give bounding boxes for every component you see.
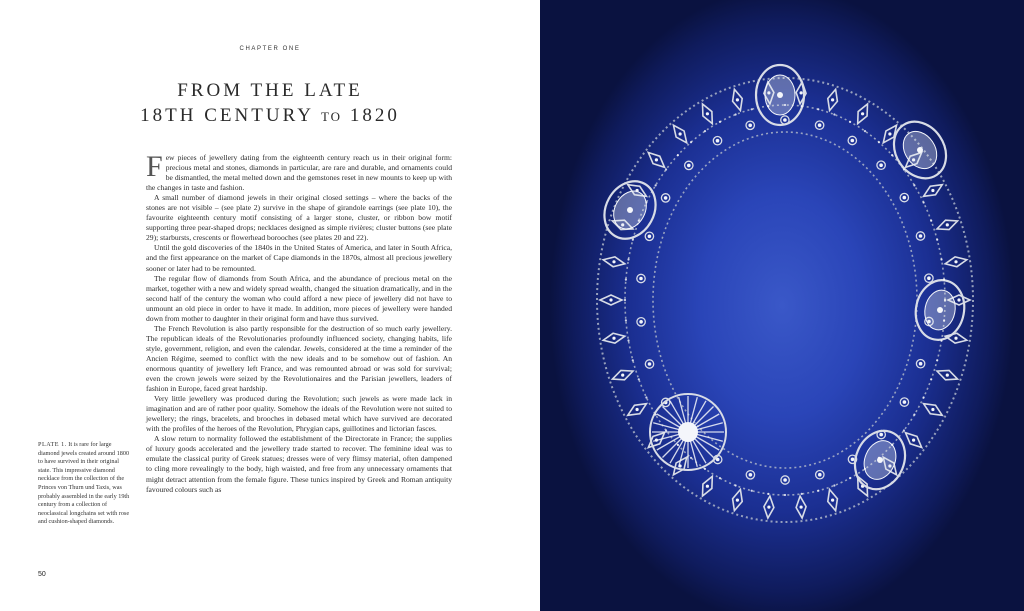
caption-label: PLATE 1.: [38, 441, 67, 448]
body-paragraph: [146, 150, 452, 193]
body-paragraph: Until the gold discoveries of the 1840s in the United States of America, and later in South Africa, and the first appearance on the market of Cape diamonds in the 1870s, almost all precious jewellery sooner or later had to be remounted.: [146, 243, 452, 273]
plate-caption: [38, 441, 130, 527]
chapter-title-line1: FROM THE LATE: [177, 80, 363, 101]
title-line2-end: 1820: [342, 105, 400, 126]
plate-photograph: [540, 0, 1024, 611]
body-paragraph: A small number of diamond jewels in their original closed settings – where the backs of the stones are not visible – (see plate 2) survive in the shape of girandole earrings (see plate 10), the favourite eighteenth century motif consisting of a larger stone, cluster, or ribbon bow motif supporting three pear-shaped drops; necklaces designed as simple rivières; cluster buttons (see plate 29); starbursts, crescents or flowerhead borooches (see plates 20 and 22).: [146, 193, 452, 243]
chapter-title-line2: [0, 103, 540, 129]
body-paragraph: Very little jewellery was produced during the Revolution; such jewels as were made lack in imagination and are of rather poor quality. Somehow the ideals of the Revolution were not suited to jewellery; the rings, bracelets, and brooches in debased metal which have survived are decorated with the profiles of the heroes of the Revolution, Phrygian caps, guillotines and lictorian fasces.: [146, 394, 452, 434]
body-paragraph: The French Revolution is also partly responsible for the destruction of so much early jewellery. The republican ideals of the Revolutionaries profoundly influenced society, changing habits, life style, government, religion, and even the calendar. Jewels, considered at the time a reminder of the Ancien Régime, seemed to conflict with the new ideals and to be somehow out of fashion. An enormous quantity of jewellery left France, and was remounted abroad or was sold for survival; even the crown jewels were seized by the Revolutionaires and the Parisian jewellers, leaders of fashion in Europe, faced great hardship.: [146, 323, 452, 394]
chapter-title: [0, 78, 540, 129]
body-paragraph: The regular flow of diamonds from South Africa, and the abundance of precious metal on the market, together with a new and widely spread wealth, changed the situation dramatically, and in the second half of the century the woman who could afford a new piece of jewellery did not have to unmount an old piece in order to have it made. In addition, more pieces of jewellery were handed down from mother to daughter in their original form and have thus survived.: [146, 273, 452, 323]
chapter-label: CHAPTER ONE: [239, 46, 301, 52]
necklace-drawing: [594, 65, 973, 522]
caption-text: It is rare for large diamond jewels created around 1800 to have survived in their original state. This impressive diamond necklace from the collection of the Princes von Thurn und Taxis, was probably assembled in the early 19th century from a collection of neoclassical longchains set with rose and cushion-shaped diamonds.: [38, 441, 130, 526]
drop-cap: F: [146, 150, 163, 183]
paragraph-text: ew pieces of jewellery dating from the eighteenth century reach us in their original form: precious metal and stones, diamonds in particular, are rare and durable, and ornaments could be dismantled, the metal melted down and the gemstones reset in new mounts to keep up with the changes in taste and fashion.: [146, 153, 452, 193]
diamond-necklace-image: [540, 0, 1024, 611]
title-line2-main: 18TH CENTURY: [140, 105, 321, 126]
body-paragraph: A slow return to normality followed the establishment of the Directorate in France; the supplies of luxury goods accelerated and the jewellery trade started to recover. The feminine ideal was to emulate the classical purity of Greek statues; dresses were of very flimsy material, often dampened to cling more revealingly to the body, high waisted, and free from any unnecessary ornaments that might detract attention from the female figure. These tunics inspired by Greek and Roman antiquity favoured colours such as: [146, 434, 452, 494]
page-number: 50: [38, 571, 46, 578]
body-text: [146, 150, 452, 495]
title-line2-small: TO: [320, 109, 343, 124]
